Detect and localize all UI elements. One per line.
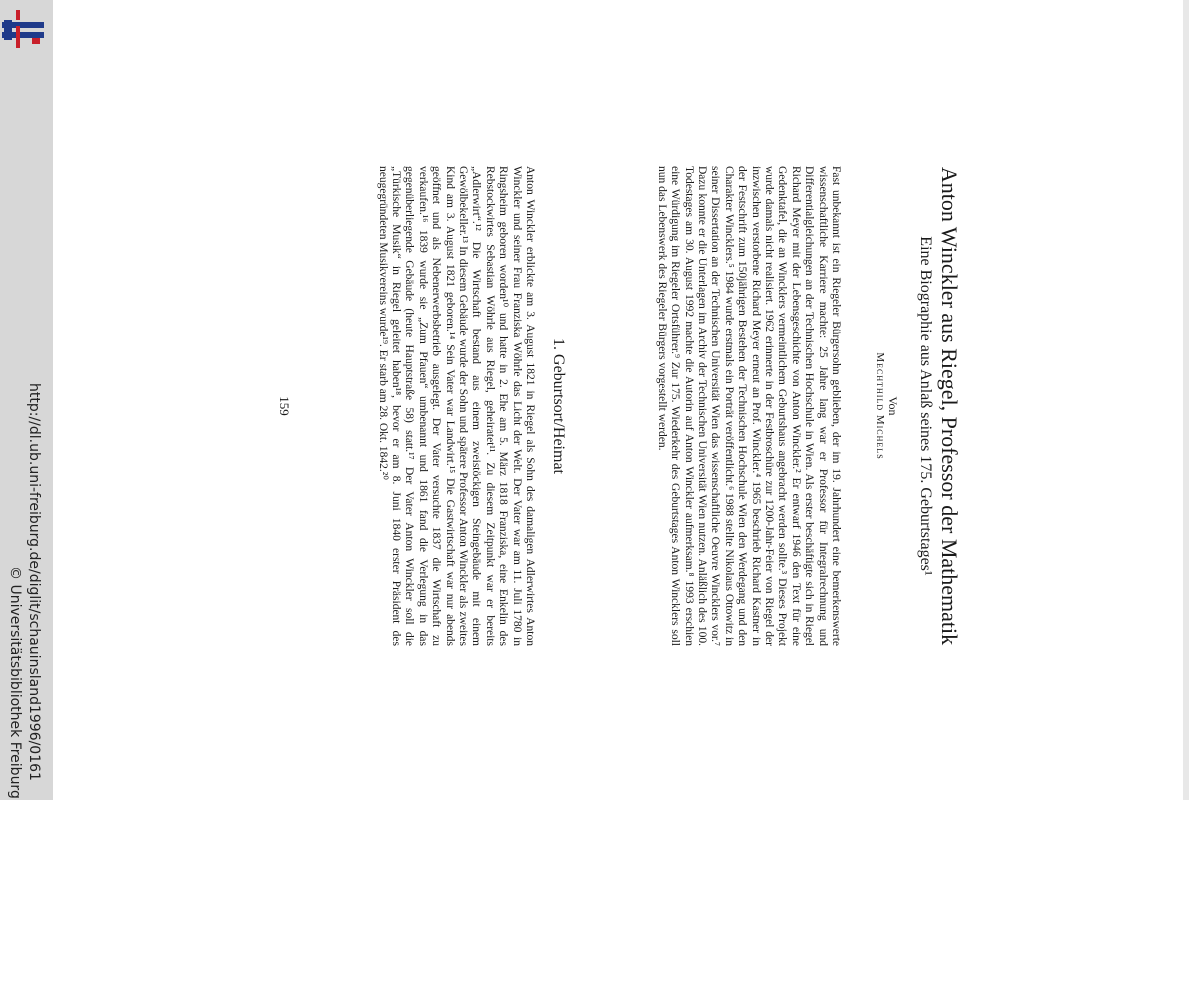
copyright-notice: © Universitätsbibliothek Freiburg [7,566,23,799]
page-number: 159 [277,396,292,416]
article-title: Anton Winckler aus Riegel, Professor der Mathematik [937,166,962,646]
intro-paragraph: Fast unbekannt ist ein Riegeler Bürgersohn geblieben, der im 19. Jahrhundert eine bemerkenswerte wissenschaftliche Karriere machte: 25 Jahre lang war er Professor für Integralrechnung und Differentialgleichungen an der Technischen Hochschule in Wien. Als erster beschäftigte sich in Riegel Richard Meyer mit der Lebensgeschichte von Anton Winckler.² Er entwarf 1946 den Text für eine Gedenktafel, die an Wincklers vermeintlichem Geburtshaus angebracht werden sollte.³ Dieses Projekt wurde damals nicht realisiert. 1962 erinnerte in der Festbroschüre zur 1200-Jahr-Feier von Riegel der inzwischen verstorbene Richard Meyer erneut an Prof. Winckler.⁴ 1965 beschrieb Richard Kastner in der Festschrift zum 150jährigen Bestehen der Technischen Hochschule Wien den Werdegang und den Charakter Wincklers.⁵ 1984 wurde erstmals ein Porträt veröffentlicht.⁶ 1988 stellte Nikolaus Ottowitz in seiner Dissertation an der Technischen Universität Wien das wissenschaftliche Oeuvre Wincklers vor.⁷ Dazu konnte er die Unterlagen im Archiv der Technischen Universität Wien nutzen. Anläßlich des 100. Todestages am 30. August 1992 machte die Autorin auf Anton Winckler aufmerksam.⁸ 1993 erschien eine Würdigung im Riegeler Ortsführer.⁹ Zur 175. Wiederkehr des Geburtstages Anton Wincklers soll nun das Lebenswerk des Riegeler Bürgers vorgestellt werden. [655,166,842,646]
viewer-sidebar [0,0,53,800]
library-logo-icon[interactable] [2,8,44,50]
section-heading: 1. Geburtsort/Heimat [550,338,567,474]
body-paragraph: Anton Winckler erblickte am 3. August 1821 in Riegel als Sohn des damaligen Adlerwirtes Anton Winckler und seiner Frau Franziska Wöhrle das Licht der Welt. Der Vater war am 11. Juli 1780 in Ringsheim geboren worden¹⁰ und hatte in 2. Ehe am 5. März 1818 Franziska, eine Enkelin des Rebstockwirtes Sebastian Wöhrle aus Riegel, geheiratet¹¹. Zu diesem Zeitpunkt war er bereits „Adlerwirt“.¹² Die Wirtschaft bestand aus einem zweistöckigen Steingebäude mit einem Gewölbekeller.¹³ In diesem Gebäude wurde der Sohn und spätere Professor Anton Winckler als zweites Kind am 3. August 1821 geboren.¹⁴ Sein Vater war Landwirt.¹⁵ Die Gastwirtschaft war nur abends geöffnet und als Nebenerwerbsbetrieb ausgelegt. Der Vater versuchte 1837 die Wirtschaft zu verkaufen.¹⁶ 1839 wurde sie „Zum Pfauen“ umbenannt und 1861 fand die Verlegung in das gegenüberliegende Gebäude (heute Hauptstraße 58) statt.¹⁷ Der Vater Anton Winckler soll die „Türkische Musik“ in Riegel geleitet haben¹⁸, bevor er am 8. Juni 1840 erster Präsident des neugegründeten Musikvereins wurde¹⁹. Er starb am 28. Okt. 1842.²⁰ [376,166,536,646]
permalink-url[interactable]: http://dl.ub.uni-freiburg.de/diglit/schauinsland1996/0161 [26,383,42,781]
page-edge [1183,0,1189,800]
scanned-page [277,166,1112,1006]
byline-prefix: Von [886,396,900,416]
article-subtitle: Eine Biographie aus Anlaß seines 175. Geburtstages¹ [917,236,934,576]
author-name: Mechthild Michels [874,352,886,460]
